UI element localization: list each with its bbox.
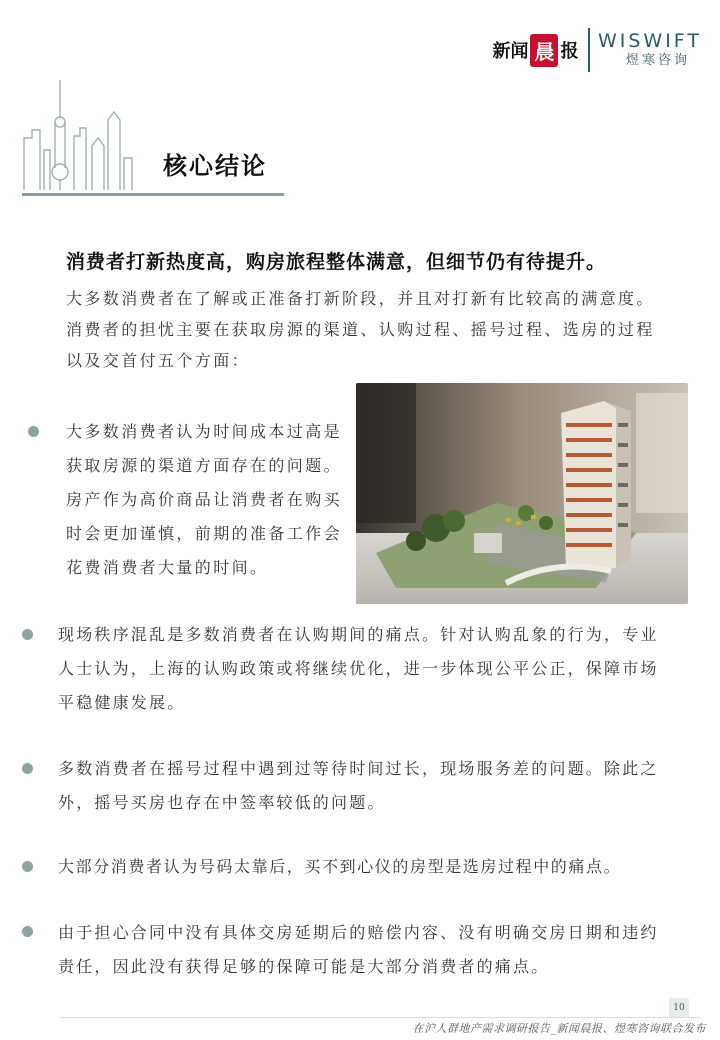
bullet-item-1: 大多数消费者认为时间成本过高是获取房源的渠道方面存在的问题。房产作为高价商品让消费者在购买时会更加谨慎，前期的准备工作会花费消费者大量的时间。	[66, 422, 343, 577]
bullet-item-5: 由于担心合同中没有具体交房延期后的赔偿内容、没有明确交房日期和违约责任，因此没有获得足够的保障可能是大部分消费者的痛点。	[58, 923, 659, 976]
news-logo-prefix: 新闻	[492, 41, 529, 62]
news-logo	[492, 34, 588, 67]
news-logo-highlight: 晨	[530, 34, 558, 67]
intro-paragraph: 大多数消费者在了解或正准备打新阶段，并且对打新有比较高的满意度。消费者的担忧主要在获取房源的渠道、认购过程、摇号过程、选房的过程以及交首付五个方面：	[66, 289, 655, 370]
header-logos	[492, 24, 702, 76]
bullet-dot	[28, 426, 39, 437]
footer-rule	[60, 1017, 700, 1018]
city-skyline-icon	[22, 78, 142, 190]
bullet-dot	[22, 926, 33, 937]
bullet-dot	[22, 629, 33, 640]
brand-en: WISWIFT	[597, 30, 702, 52]
page-number: 10	[669, 998, 689, 1018]
logo-divider	[588, 28, 590, 72]
bullet-item-2: 现场秩序混乱是多数消费者在认购期间的痛点。针对认购乱象的行为，专业人士认为，上海的认购政策或将继续优化，进一步体现公平公正，保障市场平稳健康发展。	[58, 625, 659, 712]
building-model-photo	[356, 383, 688, 604]
news-logo-suffix: 报	[560, 41, 579, 62]
wiswift-logo	[598, 30, 702, 70]
headline: 消费者打新热度高，购房旅程整体满意，但细节仍有待提升。	[66, 251, 607, 273]
section-title: 核心结论	[163, 151, 267, 180]
brand-cn: 煜寒咨询	[625, 53, 690, 68]
title-underline	[22, 193, 284, 196]
footer-note: 在沪人群地产需求调研报告_新闻晨报、煜寒咨询联合发布	[412, 1022, 706, 1035]
bullet-item-3: 多数消费者在摇号过程中遇到过等待时间过长，现场服务差的问题。除此之外，摇号买房也存在中签率较低的问题。	[58, 759, 659, 812]
bullet-dot	[22, 861, 33, 872]
bullet-item-4: 大部分消费者认为号码太靠后，买不到心仪的房型是选房过程中的痛点。	[58, 857, 622, 876]
bullet-dot	[22, 763, 33, 774]
